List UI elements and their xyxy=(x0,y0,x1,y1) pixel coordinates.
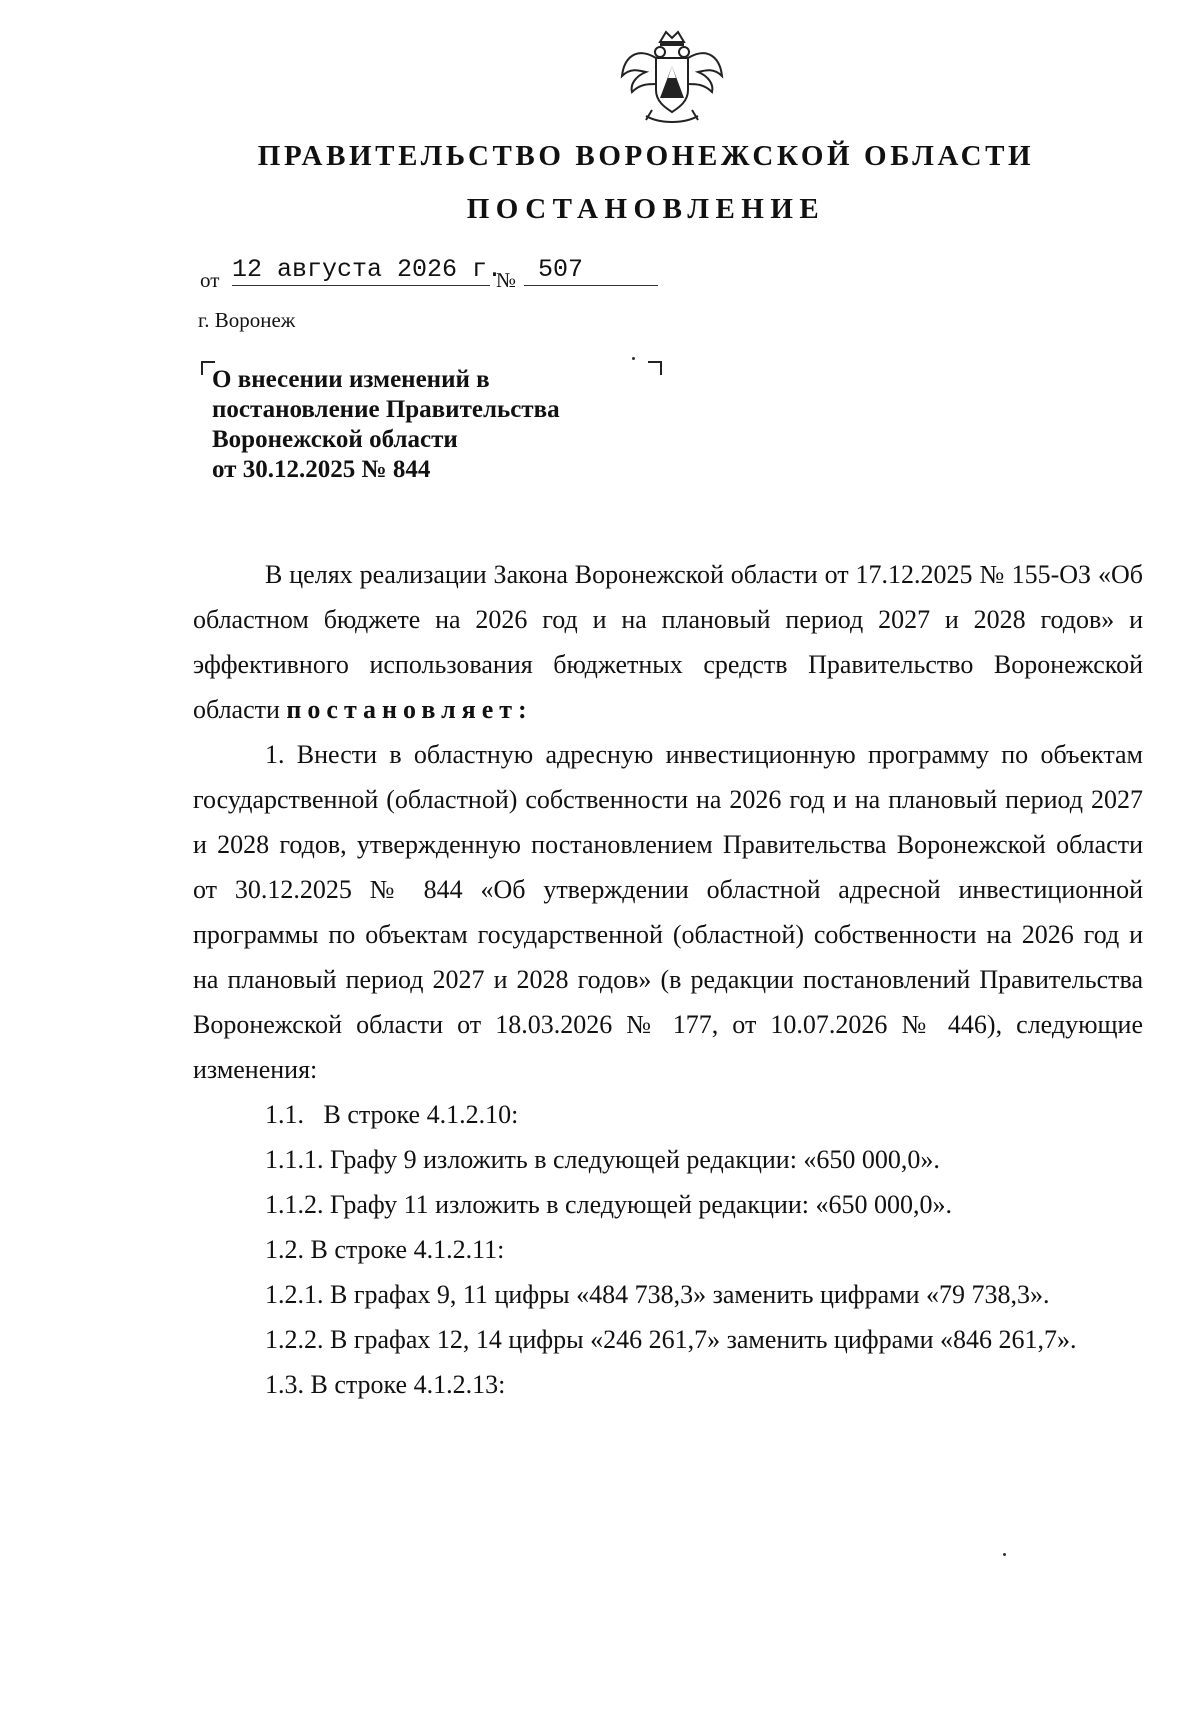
preamble-text: В целях реализации Закона Воронежской области от 17.12.2025 № 155-ОЗ «Об областном бюджете на 2026 год и на плановый период 2027 и 2028 годов» и эффективного использования бюджетных средств Правительство Воронежской области xyxy=(193,560,1143,724)
item-1-2-2: 1.2.2. В графах 12, 14 цифры «246 261,7» заменить цифрами «846 261,7». xyxy=(265,1325,1077,1354)
number-prefix: № xyxy=(496,268,517,292)
number-underline xyxy=(524,285,658,286)
subject-block xyxy=(212,365,692,485)
document-number: 507 xyxy=(538,255,584,284)
subject-line: О внесении изменений в xyxy=(212,366,490,393)
city: г. Воронеж xyxy=(198,308,296,332)
document-type: ПОСТАНОВЛЕНИЕ xyxy=(466,193,826,225)
resolves-word: постановляет xyxy=(286,695,519,724)
organization-title: ПРАВИТЕЛЬСТВО ВОРОНЕЖСКОЙ ОБЛАСТИ xyxy=(257,140,1035,172)
item-1-1-1: 1.1.1. Графу 9 изложить в следующей редакции: «650 000,0». xyxy=(265,1145,940,1174)
document-body xyxy=(193,552,1143,1407)
date-prefix: от xyxy=(200,268,220,292)
scan-speck xyxy=(632,357,635,360)
document-date: 12 августа 2026 г. xyxy=(232,255,503,284)
item-1-1-2: 1.1.2. Графу 11 изложить в следующей редакции: «650 000,0». xyxy=(265,1190,952,1219)
item-1: 1. Внести в областную адресную инвестиционную программу по объектам государственной (областной) собственности на 2026 год и на плановый период 2027 и 2028 годов, утвержденную постановлением Правительства Воронежской области от 30.12.2025 № 844 «Об утверждении областной адресной инвестиционной программы по объектам государственной (областной) собственности на 2026 год и на плановый период 2027 и 2028 годов» (в редакции постановлений Правительства Воронежской области от 18.03.2026 № 177, от 10.07.2026 № 446), следующие изменения: xyxy=(193,740,1143,1084)
scan-speck xyxy=(1003,1553,1006,1556)
item-1-2-1: 1.2.1. В графах 9, 11 цифры «484 738,3» заменить цифрами «79 738,3». xyxy=(265,1280,1050,1309)
item-1-3: 1.3. В строке 4.1.2.13: xyxy=(265,1370,506,1399)
subject-line: от 30.12.2025 № 844 xyxy=(212,456,431,483)
subject-line: постановление Правительства xyxy=(212,396,560,423)
item-1-1: 1.1. В строке 4.1.2.10: xyxy=(265,1100,519,1129)
subject-line: Воронежской области xyxy=(212,426,458,453)
date-underline xyxy=(232,285,490,286)
preamble-paragraph xyxy=(193,552,1143,732)
resolves-colon: : xyxy=(518,695,527,724)
item-1-2: 1.2. В строке 4.1.2.11: xyxy=(265,1235,505,1264)
coat-of-arms-icon xyxy=(616,28,728,128)
